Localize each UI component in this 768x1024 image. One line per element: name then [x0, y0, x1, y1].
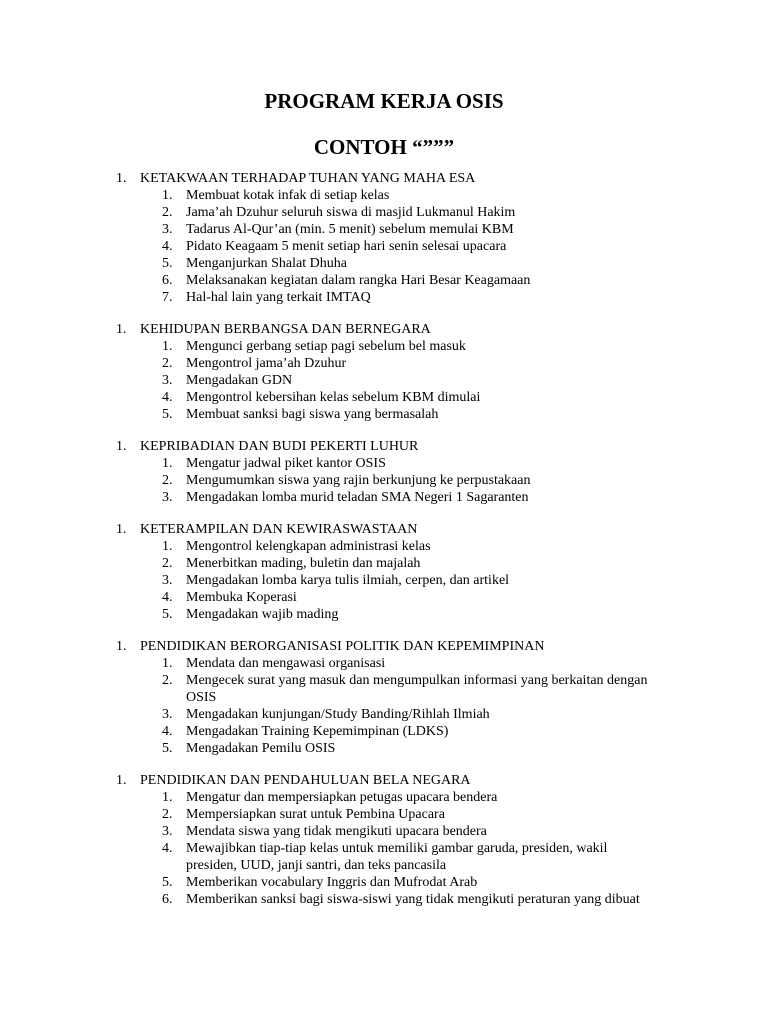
item-number: 2. [162, 807, 173, 822]
section-items [0, 538, 768, 623]
item-number: 4. [162, 590, 173, 605]
section-items [0, 187, 768, 306]
section-number: 1. [116, 639, 127, 654]
document-title: PROGRAM KERJA OSIS [264, 89, 504, 113]
item-number: 2. [162, 473, 173, 488]
list-item [0, 238, 768, 255]
section-pendidikan-berorganisasi [0, 638, 768, 757]
section-number: 1. [116, 773, 127, 788]
section-title: KETERAMPILAN DAN KEWIRASWASTAAN [140, 522, 418, 537]
item-number: 1. [162, 456, 173, 471]
section-title: KETAKWAAN TERHADAP TUHAN YANG MAHA ESA [140, 171, 476, 186]
list-item [0, 538, 768, 555]
item-text: Membuka Koperasi [186, 590, 297, 605]
list-item [0, 806, 768, 823]
item-number: 4. [162, 390, 173, 405]
list-item [0, 272, 768, 289]
item-text: Membuat sanksi bagi siswa yang bermasalah [186, 407, 439, 422]
list-item [0, 891, 768, 908]
item-number: 6. [162, 273, 173, 288]
item-text: Menerbitkan mading, buletin dan majalah [186, 556, 421, 571]
list-item [0, 823, 768, 840]
section-kehidupan-berbangsa [0, 321, 768, 423]
list-item [0, 589, 768, 606]
item-number: 2. [162, 356, 173, 371]
item-number: 2. [162, 205, 173, 220]
section-items [0, 655, 768, 757]
list-item [0, 289, 768, 306]
item-text: Jama’ah Dzuhur seluruh siswa di masjid Lukmanul Hakim [186, 205, 516, 220]
item-number: 1. [162, 656, 173, 671]
item-text: Mengontrol jama’ah Dzuhur [186, 356, 347, 371]
item-text: Hal-hal lain yang terkait IMTAQ [186, 290, 371, 305]
item-number: 2. [162, 556, 173, 571]
item-number: 4. [162, 239, 173, 254]
section-number: 1. [116, 522, 127, 537]
item-number: 6. [162, 892, 173, 907]
item-number: 1. [162, 339, 173, 354]
item-number: 2. [162, 673, 173, 688]
list-item [0, 840, 768, 874]
item-number: 4. [162, 841, 173, 856]
item-number: 1. [162, 188, 173, 203]
list-item [0, 255, 768, 272]
item-number: 3. [162, 222, 173, 237]
list-item [0, 606, 768, 623]
item-number: 5. [162, 741, 173, 756]
item-text: Mempersiapkan surat untuk Pembina Upacara [186, 807, 445, 822]
item-text: Membuat kotak infak di setiap kelas [186, 188, 390, 203]
item-text: Menganjurkan Shalat Dhuha [186, 256, 347, 271]
section-bela-negara [0, 772, 768, 908]
section-ketakwaan [0, 170, 768, 306]
list-item [0, 187, 768, 204]
section-kepribadian [0, 438, 768, 506]
list-item [0, 338, 768, 355]
section-number: 1. [116, 439, 127, 454]
list-item [0, 572, 768, 589]
list-item [0, 472, 768, 489]
item-text: Tadarus Al-Qur’an (min. 5 menit) sebelum memulai KBM [186, 222, 514, 237]
program-list [0, 170, 768, 923]
list-item [0, 455, 768, 472]
item-text: Mengontrol kebersihan kelas sebelum KBM dimulai [186, 390, 481, 405]
list-item [0, 555, 768, 572]
list-item [0, 355, 768, 372]
item-number: 5. [162, 875, 173, 890]
item-number: 5. [162, 607, 173, 622]
item-text: Mengadakan kunjungan/Study Banding/Rihlah Ilmiah [186, 707, 490, 722]
list-item [0, 672, 768, 706]
item-text: Mendata dan mengawasi organisasi [186, 656, 386, 671]
section-number: 1. [116, 171, 127, 186]
section-heading [0, 438, 768, 455]
item-text: Mengadakan GDN [186, 373, 293, 388]
item-number: 1. [162, 790, 173, 805]
item-text: Mengadakan lomba karya tulis ilmiah, cerpen, dan artikel [186, 573, 510, 588]
item-text: Mengatur jadwal piket kantor OSIS [186, 456, 386, 471]
section-title: PENDIDIKAN DAN PENDAHULUAN BELA NEGARA [140, 773, 471, 788]
section-heading [0, 638, 768, 655]
list-item [0, 221, 768, 238]
list-item [0, 723, 768, 740]
section-keterampilan [0, 521, 768, 623]
section-heading [0, 521, 768, 538]
item-text: Mengadakan Training Kepemimpinan (LDKS) [186, 724, 449, 739]
list-item [0, 489, 768, 506]
item-number: 4. [162, 724, 173, 739]
item-text: Pidato Keagaam 5 menit setiap hari senin selesai upacara [186, 239, 507, 254]
item-text: Mengontrol kelengkapan administrasi kelas [186, 539, 431, 554]
item-number: 3. [162, 707, 173, 722]
section-title: KEHIDUPAN BERBANGSA DAN BERNEGARA [140, 322, 431, 337]
section-title: PENDIDIKAN BERORGANISASI POLITIK DAN KEPEMIMPINAN [140, 639, 545, 654]
section-items [0, 789, 768, 908]
document-subtitle: CONTOH “””” [313, 135, 455, 159]
item-number: 3. [162, 824, 173, 839]
item-text: Mengadakan lomba murid teladan SMA Negeri 1 Sagaranten [186, 490, 529, 505]
item-number: 3. [162, 573, 173, 588]
list-item [0, 372, 768, 389]
section-number: 1. [116, 322, 127, 337]
item-text: Mengumumkan siswa yang rajin berkunjung ke perpustakaan [186, 473, 531, 488]
list-item [0, 204, 768, 221]
item-number: 1. [162, 539, 173, 554]
section-heading [0, 772, 768, 789]
item-text: Mengunci gerbang setiap pagi sebelum bel masuk [186, 339, 466, 354]
list-item [0, 389, 768, 406]
item-text: Mewajibkan tiap-tiap kelas untuk memiliki gambar garuda, presiden, wakil presiden, UUD, janji santri, dan teks pancasila [186, 841, 608, 873]
item-text: Mengecek surat yang masuk dan mengumpulkan informasi yang berkaitan dengan OSIS [186, 673, 648, 705]
item-text: Mengadakan Pemilu OSIS [186, 741, 336, 756]
list-item [0, 740, 768, 757]
item-number: 3. [162, 373, 173, 388]
list-item [0, 789, 768, 806]
item-text: Melaksanakan kegiatan dalam rangka Hari Besar Keagamaan [186, 273, 531, 288]
item-text: Mendata siswa yang tidak mengikuti upacara bendera [186, 824, 487, 839]
item-number: 5. [162, 407, 173, 422]
section-title: KEPRIBADIAN DAN BUDI PEKERTI LUHUR [140, 439, 419, 454]
list-item [0, 655, 768, 672]
item-text: Memberikan vocabulary Inggris dan Mufrodat Arab [186, 875, 478, 890]
section-heading [0, 170, 768, 187]
section-heading [0, 321, 768, 338]
item-text: Mengadakan wajib mading [186, 607, 339, 622]
item-number: 5. [162, 256, 173, 271]
item-text: Memberikan sanksi bagi siswa-siswi yang tidak mengikuti peraturan yang dibuat [186, 892, 640, 907]
section-items [0, 455, 768, 506]
list-item [0, 706, 768, 723]
list-item [0, 874, 768, 891]
list-item [0, 406, 768, 423]
item-number: 7. [162, 290, 173, 305]
item-number: 3. [162, 490, 173, 505]
item-text: Mengatur dan mempersiapkan petugas upacara bendera [186, 790, 498, 805]
section-items [0, 338, 768, 423]
